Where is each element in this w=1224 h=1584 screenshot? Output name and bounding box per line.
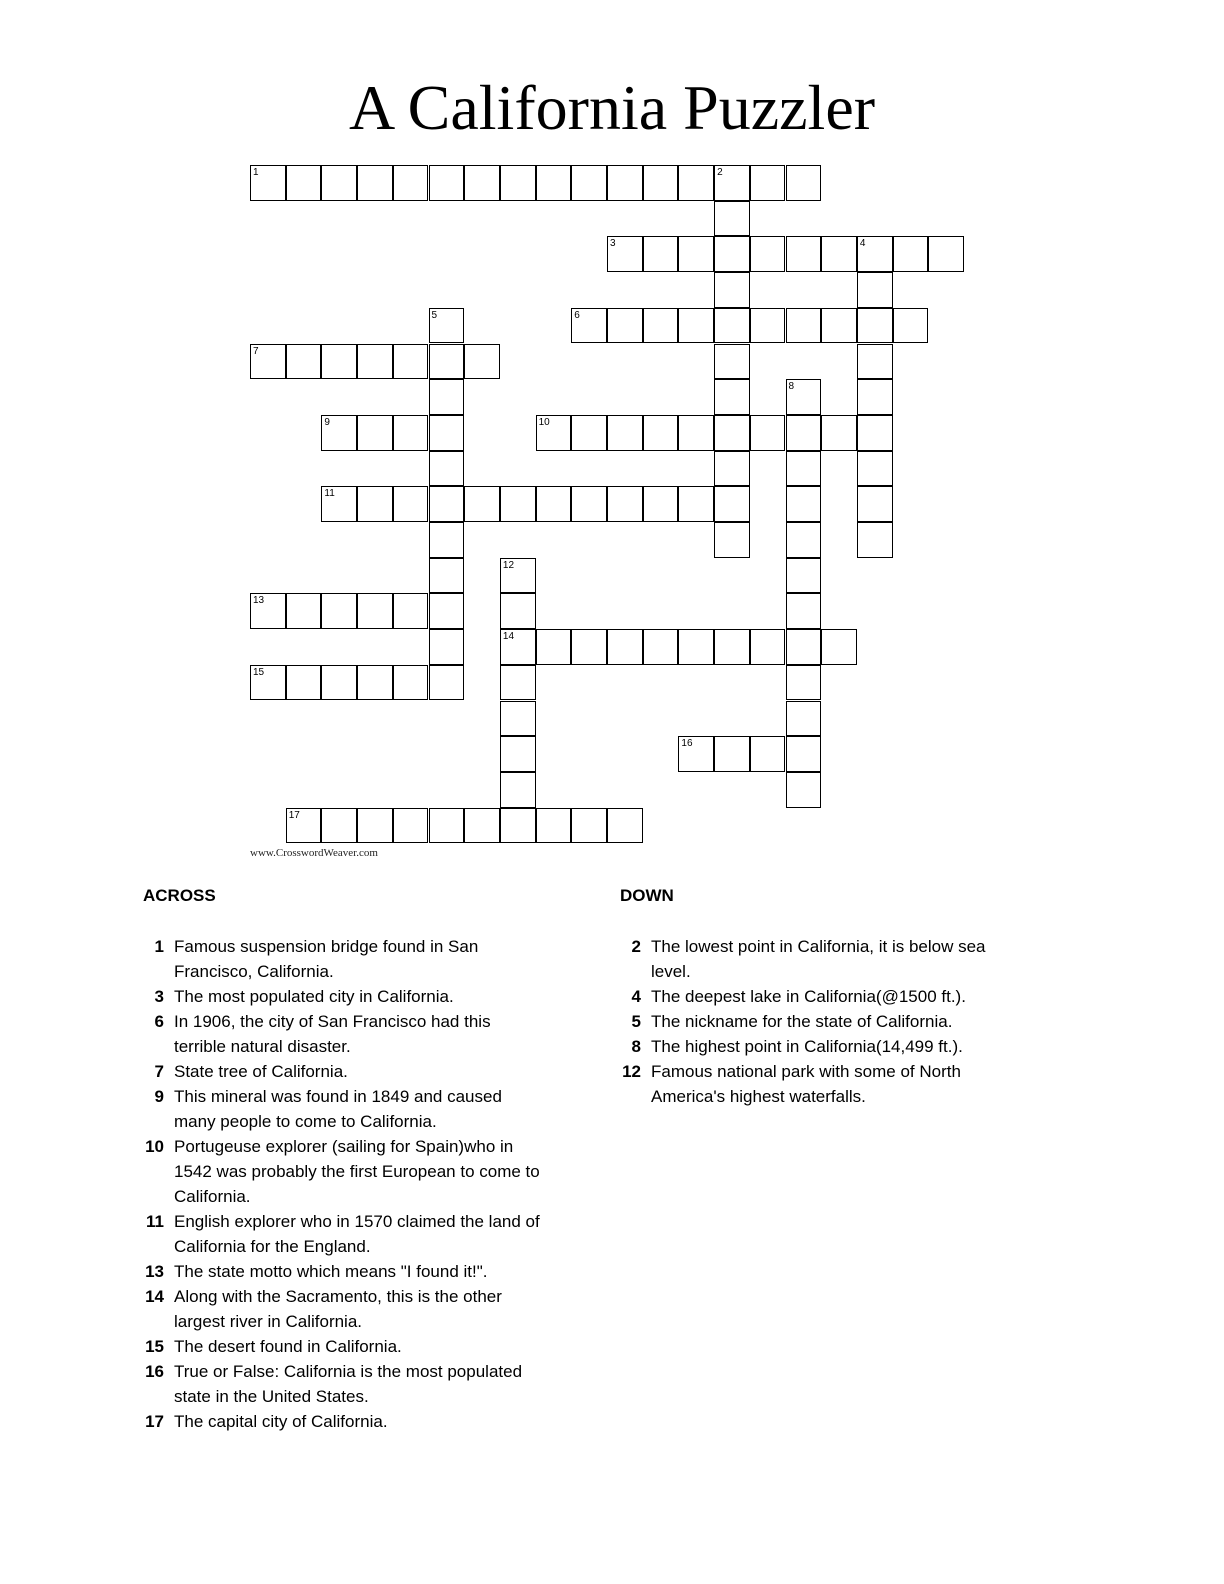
grid-cell[interactable] [536,486,572,522]
clue-number: 15 [145,1337,164,1356]
grid-cell[interactable] [357,808,393,844]
grid-cell[interactable] [250,593,286,629]
clue-text: English explorer who in 1570 claimed the land of California for the England. [174,1212,540,1256]
grid-cell[interactable] [429,451,465,487]
clue-number: 11 [146,1212,164,1231]
grid-cell[interactable] [357,593,393,629]
grid-cell[interactable] [429,665,465,701]
clue-text: In 1906, the city of San Francisco had this terrible natural disaster. [174,1012,491,1056]
grid-cell[interactable] [786,236,822,272]
across-clue [140,1334,550,1359]
grid-cell[interactable] [750,415,786,451]
grid-cell[interactable] [857,344,893,380]
clue-number: 16 [145,1362,164,1381]
grid-cell[interactable] [286,344,322,380]
grid-cell[interactable] [500,772,536,808]
grid-cell[interactable] [643,486,679,522]
across-clue-list [140,934,550,1434]
cell-number: 1 [253,167,259,178]
cell-number: 6 [574,309,580,321]
clue-text: Along with the Sacramento, this is the other largest river in California. [174,1287,502,1331]
clue-text: Famous national park with some of North America's highest waterfalls. [651,1062,961,1106]
grid-cell[interactable] [786,593,822,629]
grid-cell[interactable] [714,344,750,380]
grid-cell[interactable] [464,486,500,522]
across-clue [140,1409,550,1434]
clue-text: The capital city of California. [174,1412,388,1431]
grid-cell[interactable] [357,415,393,451]
grid-cell[interactable] [714,486,750,522]
grid-cell[interactable] [429,522,465,558]
clue-text: True or False: California is the most populated state in the United States. [174,1362,523,1406]
grid-cell[interactable] [500,736,536,772]
clue-text: The lowest point in California, it is below sea level. [651,937,986,981]
clue-text: The highest point in California(14,499 ft.). [651,1037,963,1056]
clue-text: Portugeuse explorer (sailing for Spain)who in 1542 was probably the first European to come to California. [174,1137,540,1206]
across-clue [140,1209,550,1259]
grid-cell[interactable] [678,236,714,272]
grid-cell[interactable] [429,379,465,415]
grid-cell[interactable] [750,736,786,772]
cell-number: 3 [610,238,616,250]
cell-number: 9 [324,416,330,428]
grid-cell[interactable] [678,165,714,201]
cell-number: 14 [502,631,515,643]
grid-cell[interactable] [714,201,750,237]
grid-cell[interactable] [571,808,607,844]
down-clue [617,984,1027,1009]
grid-cell[interactable] [429,808,465,844]
grid-cell[interactable] [321,808,357,844]
grid-cell[interactable] [250,165,286,201]
cell-number: 11 [324,488,335,500]
grid-cell[interactable] [500,558,536,594]
grid-cell[interactable] [607,415,643,451]
down-clue [617,1009,1027,1034]
grid-cell[interactable] [893,236,929,272]
grid-cell[interactable] [678,486,714,522]
grid-cell[interactable] [678,629,714,665]
down-clue [617,1059,1027,1109]
grid-cell[interactable] [429,629,465,665]
down-heading: DOWN [620,886,674,905]
grid-cell[interactable] [786,486,822,522]
clue-text: The state motto which means "I found it!". [174,1262,488,1281]
across-clue [140,1359,550,1409]
grid-cell[interactable] [857,379,893,415]
grid-cell[interactable] [786,308,822,344]
grid-cell[interactable] [857,522,893,558]
clue-number: 6 [154,1012,164,1031]
down-clue [617,934,1027,984]
grid-cell[interactable] [321,165,357,201]
grid-cell[interactable] [678,415,714,451]
cell-number: 15 [253,666,265,678]
grid-cell[interactable] [607,486,643,522]
grid-cell[interactable] [607,236,643,272]
across-clue [140,1259,550,1284]
grid-cell[interactable] [357,344,393,380]
across-clue [140,1134,550,1209]
grid-cell[interactable] [536,808,572,844]
grid-cell[interactable] [607,308,643,344]
grid-cell[interactable] [857,308,893,344]
grid-cell[interactable] [393,593,429,629]
grid-cell[interactable] [393,665,429,701]
grid-cell[interactable] [429,165,465,201]
grid-cell[interactable] [714,451,750,487]
grid-cell[interactable] [571,165,607,201]
grid-cell[interactable] [786,379,822,415]
grid-cell[interactable] [571,308,607,344]
across-clue [140,984,550,1009]
grid-cell[interactable] [786,558,822,594]
down-clue [617,1034,1027,1059]
clue-number: 5 [631,1012,641,1031]
grid-cell[interactable] [321,415,357,451]
grid-cell[interactable] [786,451,822,487]
grid-cell[interactable] [643,236,679,272]
grid-cell[interactable] [607,808,643,844]
grid-cell[interactable] [857,272,893,308]
grid-cell[interactable] [286,665,322,701]
grid-cell[interactable] [571,486,607,522]
clue-number: 1 [154,937,164,956]
grid-cell[interactable] [321,486,357,522]
grid-cell[interactable] [643,308,679,344]
grid-cell[interactable] [321,665,357,701]
grid-cell[interactable] [571,415,607,451]
grid-cell[interactable] [536,629,572,665]
grid-cell[interactable] [500,665,536,701]
cell-number: 13 [253,595,265,607]
grid-cell[interactable] [821,415,857,451]
across-clue [140,1084,550,1134]
grid-cell[interactable] [714,415,750,451]
clue-number: 8 [631,1037,641,1056]
credit-text: www.CrosswordWeaver.com [250,847,378,859]
grid-cell[interactable] [536,415,572,451]
grid-cell[interactable] [857,415,893,451]
grid-cell[interactable] [786,736,822,772]
grid-cell[interactable] [500,701,536,737]
grid-cell[interactable] [786,772,822,808]
grid-cell[interactable] [250,344,286,380]
across-clue [140,934,550,984]
cell-number: 8 [788,381,795,393]
grid-cell[interactable] [357,486,393,522]
clue-text: The nickname for the state of California. [651,1012,953,1031]
grid-cell[interactable] [786,415,822,451]
grid-cell[interactable] [714,308,750,344]
grid-cell[interactable] [714,165,750,201]
clue-number: 14 [145,1287,164,1306]
grid-cell[interactable] [429,593,465,629]
cell-number: 12 [502,559,515,571]
grid-cell[interactable] [429,415,465,451]
clue-number: 3 [154,987,164,1006]
grid-cell[interactable] [750,308,786,344]
clue-number: 12 [622,1062,641,1081]
grid-cell[interactable] [893,308,929,344]
grid-cell[interactable] [429,308,465,344]
clue-text: State tree of California. [174,1062,348,1081]
clue-number: 10 [145,1137,164,1156]
grid-cell[interactable] [607,629,643,665]
grid-cell[interactable] [821,236,857,272]
grid-cell[interactable] [607,165,643,201]
clue-number: 9 [154,1087,164,1106]
cell-number: 16 [681,738,693,750]
grid-cell[interactable] [286,593,322,629]
grid-cell[interactable] [464,808,500,844]
grid-cell[interactable] [500,808,536,844]
cell-number: 2 [717,167,723,178]
across-clue [140,1059,550,1084]
across-clue [140,1009,550,1059]
grid-cell[interactable] [500,593,536,629]
grid-cell[interactable] [714,522,750,558]
grid-cell[interactable] [643,629,679,665]
clue-text: The most populated city in California. [174,987,454,1006]
grid-cell[interactable] [393,415,429,451]
down-clue-list [617,934,1027,1109]
grid-cell[interactable] [750,629,786,665]
grid-cell[interactable] [786,165,822,201]
grid-cell[interactable] [714,736,750,772]
across-clue [140,1284,550,1334]
grid-cell[interactable] [678,736,714,772]
grid-cell[interactable] [714,236,750,272]
grid-cell[interactable] [821,629,857,665]
grid-cell[interactable] [857,486,893,522]
grid-cell[interactable] [393,165,429,201]
grid-cell[interactable] [857,451,893,487]
crossword-grid [250,165,965,821]
grid-cell[interactable] [321,344,357,380]
grid-cell[interactable] [357,165,393,201]
grid-cell[interactable] [500,629,536,665]
grid-cell[interactable] [857,236,893,272]
clue-number: 2 [631,937,641,956]
grid-cell[interactable] [714,272,750,308]
grid-cell[interactable] [357,665,393,701]
grid-cell[interactable] [678,308,714,344]
grid-cell[interactable] [250,665,286,701]
across-heading: ACROSS [143,886,216,905]
clue-text: The desert found in California. [174,1337,402,1356]
grid-cell[interactable] [786,629,822,665]
page-title: A California Puzzler [348,72,876,143]
grid-cell[interactable] [786,522,822,558]
grid-cell[interactable] [786,665,822,701]
grid-cell[interactable] [464,165,500,201]
cell-number: 5 [431,309,438,321]
clue-number: 7 [154,1062,164,1081]
grid-cell[interactable] [286,165,322,201]
clue-text: This mineral was found in 1849 and caused many people to come to California. [174,1087,502,1131]
grid-cell[interactable] [429,486,465,522]
cell-number: 10 [538,416,550,428]
cell-number: 17 [288,809,300,821]
cell-number: 7 [253,345,259,357]
grid-cell[interactable] [750,165,786,201]
grid-cell[interactable] [464,344,500,380]
cell-number: 4 [859,238,866,250]
grid-cell[interactable] [536,165,572,201]
grid-cell[interactable] [643,165,679,201]
grid-cell[interactable] [500,165,536,201]
clue-text: The deepest lake in California(@1500 ft.). [651,987,966,1006]
grid-cell[interactable] [714,379,750,415]
grid-cell[interactable] [500,486,536,522]
grid-cell[interactable] [393,344,429,380]
grid-cell[interactable] [786,701,822,737]
grid-cell[interactable] [643,415,679,451]
clue-number: 4 [631,987,641,1006]
grid-cell[interactable] [321,593,357,629]
clue-number: 17 [145,1412,164,1431]
grid-cell[interactable] [571,629,607,665]
grid-cell[interactable] [821,308,857,344]
grid-cell[interactable] [714,629,750,665]
grid-cell[interactable] [429,344,465,380]
clue-text: Famous suspension bridge found in San Francisco, California. [174,937,479,981]
grid-cell[interactable] [393,486,429,522]
grid-cell[interactable] [429,558,465,594]
grid-cell[interactable] [393,808,429,844]
grid-cell[interactable] [286,808,322,844]
grid-cell[interactable] [928,236,964,272]
grid-cell[interactable] [750,236,786,272]
clue-number: 13 [145,1262,164,1281]
